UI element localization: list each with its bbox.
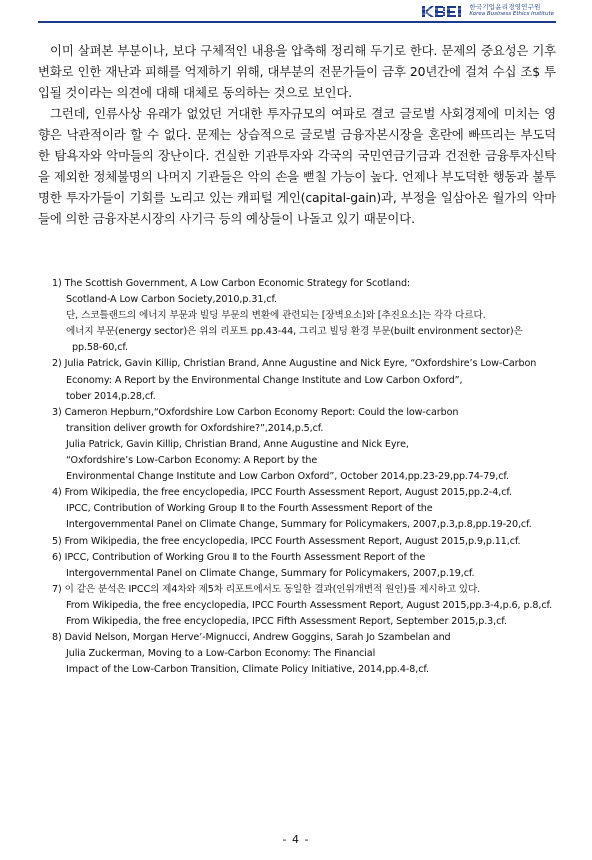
footnote-line: tober 2014,p.28,cf. (66, 390, 156, 402)
footnote-line: 1) The Scottish Government, A Low Carbon Economic Strategy for Scotland: (52, 278, 411, 289)
footnote-line: 단, 스코틀랜드의 에너지 부문과 빌딩 부문의 변환에 관련되는 [장벽요소]와 [추진요소]는 각각 다르다. (66, 310, 486, 322)
footnote-line: From Wikipedia, the free encyclopedia, IPCC Fourth Assessment Report, August 2015,pp.3-4,p.6, p.8,cf. (66, 599, 553, 611)
footnote-6 (52, 550, 556, 582)
footnote-line: Julia Zuckerman, Moving to a Low-Carbon Economy: The Financial (66, 648, 376, 660)
footnote-8 (52, 630, 556, 678)
footnote-line: “Oxfordshire’s Low-Carbon Economy: A Report by the (66, 455, 318, 467)
footnote-line: 4) From Wikipedia, the free encyclopedia, IPCC Fourth Assessment Report, August 2015,pp.2-4,cf. (52, 487, 512, 499)
footnote-line: Economy: A Report by the Environmental Change Institute and Low Carbon Oxford”, (66, 374, 463, 386)
institute-korean-name: 한국기업윤리경영연구원 (469, 3, 541, 11)
footnote-line: Intergovernmental Panel on Climate Change, Summary for Policymakers, 2007,p.3,p.8,pp.19-20,cf. (66, 519, 532, 531)
footnote-line: 5) From Wikipedia, the free encyclopedia, IPCC Fourth Assessment Report, August 2015,p.9,p.11,cf. (52, 535, 521, 547)
kbei-logo-icon (421, 4, 465, 19)
footnote-line: 3) Cameron Hepburn,“Oxfordshire Low Carbon Economy Report: Could the low-carbon (52, 406, 459, 418)
footnote-line: Environmental Change Institute and Low Carbon Oxford”, October 2014,pp.23-29,pp.74-79,cf. (66, 471, 509, 483)
footnote-4 (52, 485, 556, 533)
page-header (0, 0, 592, 24)
header-divider (38, 21, 556, 23)
institute-english-name: Korea Business Ethics Institute (469, 11, 554, 17)
footnote-line: pp.58-60,cf. (72, 342, 128, 354)
footnote-line: transition deliver growth for Oxfordshire?”,2014,p.5,cf. (66, 422, 324, 434)
footnote-line: Julia Patrick, Gavin Killip, Christian Brand, Anne Augustine and Nick Eyre, (66, 438, 409, 450)
footnote-line: IPCC, Contribution of Working Group Ⅱ to the Fourth Assessment Report of the (66, 503, 433, 515)
footnote-5 (52, 534, 556, 550)
footnote-3 (52, 405, 556, 485)
footnote-line: Intergovernmental Panel on Climate Change, Summary for Policymakers, 2007,p.19,cf. (66, 567, 475, 579)
institute-logo (421, 3, 554, 19)
paragraph: 그런데, 인류사상 유래가 없었던 거대한 투자규모의 여파로 결코 글로벌 사회경제에 미치는 영향은 낙관적이라 할 수 없다. 문제는 상습적으로 글로벌 금융자본시장을 혼란에 빠뜨리는 부도덕한 탐욕자와 악마들의 장난이다. 건실한 기관투자와 각국의 국민연금기금과 건전한 금융투자신탁을 제외한 정체불명의 나머지 기관들은 악의 손을 뻗칠 가능이 높다. 언제나 부도덕한 행동과 불투명한 투자가들이 기회를 노리고 있는 캐피털 게인(capital-gain)과, 부정을 일삼아온 월가의 악마들에 의한 금융자본시장의 사기극 등의 예상들이 나돌고 있기 때문이다. (38, 106, 556, 226)
footnotes-section (52, 276, 556, 678)
footnote-line: 8) David Nelson, Morgan Herve’-Mignucci, Andrew Goggins, Sarah Jo Szambelan and (52, 632, 451, 644)
footnote-line: 7) 이 같은 분석은 IPCC의 제4차와 제5차 리포트에서도 동일한 결과(인위개변적 원인)를 제시하고 있다. (52, 583, 481, 595)
page-number: - 4 - (282, 833, 310, 846)
paragraph: 이미 살펴본 부분이나, 보다 구체적인 내용을 압축해 정리해 두기로 한다. 문제의 중요성은 기후변화로 인한 재난과 피해를 억제하기 위해, 대부분의 전문가들이 금후 20년간에 걸쳐 수십 조$ 투입될 것이라는 의견에 대해 대체로 동의하는 것으로 보인다. (38, 43, 556, 100)
footnote-line: 6) IPCC, Contribution of Working Grou Ⅱ to the Fourth Assessment Report of the (52, 551, 426, 563)
footnote-line: 2) Julia Patrick, Gavin Killip, Christian Brand, Anne Augustine and Nick Eyre, “Oxfordshire’s Low-Carbon (52, 358, 537, 370)
footnote-line: Impact of the Low-Carbon Transition, Climate Policy Initiative, 2014,pp.4-8,cf. (66, 664, 429, 676)
footnote-line: Scotland-A Low Carbon Society,2010,p.31,cf. (66, 294, 277, 306)
footnote-1 (52, 276, 556, 356)
footnote-line: From Wikipedia, the free encyclopedia, IPCC Fifth Assessment Report, September 2015,p.3,cf. (66, 615, 507, 627)
body-text (38, 40, 556, 229)
footnote-2 (52, 356, 556, 404)
footnote-7 (52, 582, 556, 630)
footnote-line: 에너지 부문(energy sector)은 위의 리포트 pp.43-44, 그리고 빌딩 환경 부문(built environment sector)은 (66, 326, 523, 338)
